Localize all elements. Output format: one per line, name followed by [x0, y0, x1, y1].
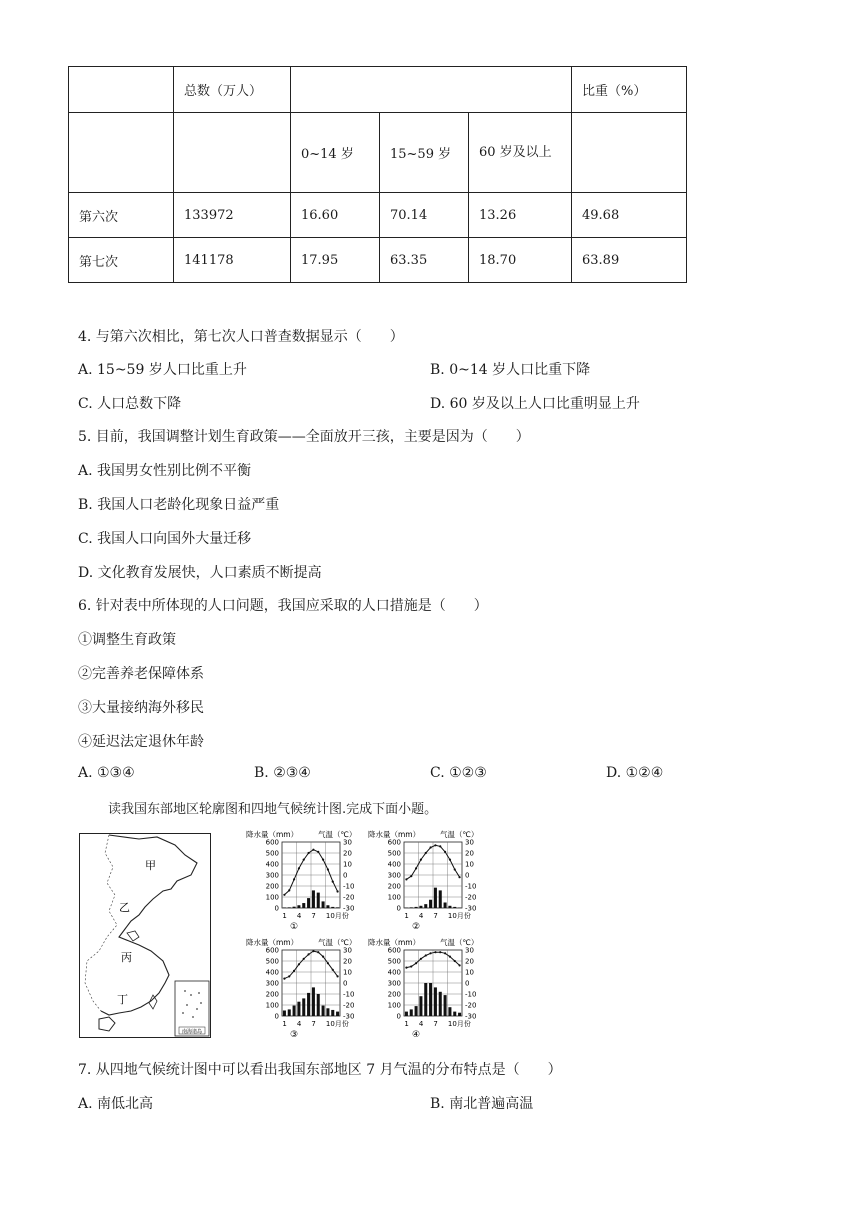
- precip-bar: [434, 888, 437, 908]
- temp-tick-label: 30: [465, 946, 474, 955]
- temp-point: [336, 975, 338, 977]
- temp-point: [405, 967, 407, 969]
- month-tick-label: 4: [418, 912, 424, 920]
- map-label-ding: 丁: [117, 993, 128, 1006]
- precip-bar: [439, 890, 442, 908]
- precip-tick-label: 0: [396, 1012, 401, 1021]
- temp-point: [410, 965, 412, 967]
- precip-tick-label: 0: [274, 1012, 279, 1021]
- census-table: [68, 66, 687, 283]
- precip-bar: [293, 907, 296, 908]
- temp-axis-label: 气温（℃）: [318, 830, 357, 839]
- precip-tick-label: 200: [265, 990, 279, 999]
- temp-point: [439, 845, 441, 847]
- temp-tick-label: 30: [465, 838, 474, 847]
- precip-bar: [297, 905, 300, 908]
- temp-point: [298, 963, 300, 965]
- temp-point: [283, 894, 285, 896]
- precip-bar: [444, 995, 447, 1016]
- precip-bar: [458, 1013, 461, 1016]
- temp-point: [288, 889, 290, 891]
- subheader-age-15-59: 15~59 岁: [380, 113, 469, 193]
- precip-bar: [336, 907, 339, 908]
- q5-option-a[interactable]: A. 我国男女性别比例不平衡: [78, 463, 252, 479]
- temp-point: [322, 859, 324, 861]
- header-age: [291, 67, 572, 113]
- precip-bar: [302, 998, 305, 1016]
- temp-point: [434, 844, 436, 846]
- month-tick-label: 7: [311, 912, 316, 920]
- row-age3: 18.70: [469, 238, 572, 283]
- temp-tick-label: -30: [465, 1012, 477, 1021]
- precip-tick-label: 600: [387, 838, 401, 847]
- q4-option-b[interactable]: B. 0~14 岁人口比重下降: [430, 362, 591, 378]
- temp-point: [415, 962, 417, 964]
- climate-chart-3: [246, 936, 368, 1040]
- precip-bar: [283, 907, 286, 908]
- precip-bar: [415, 1006, 418, 1016]
- row-age2: 63.35: [380, 238, 469, 283]
- precip-tick-label: 0: [274, 904, 279, 913]
- temp-point: [420, 859, 422, 861]
- temp-point: [429, 846, 431, 848]
- temp-tick-label: 10: [465, 968, 474, 977]
- temp-tick-label: -30: [343, 1012, 355, 1021]
- precip-tick-label: 500: [265, 957, 279, 966]
- q6-item-1: ①调整生育政策: [78, 632, 176, 648]
- precip-tick-label: 200: [387, 990, 401, 999]
- month-tick-label: 10月份: [325, 912, 349, 920]
- temp-axis-label: 气温（℃）: [440, 830, 479, 839]
- row-name: 第七次: [69, 238, 174, 283]
- row-ratio: 49.68: [572, 193, 687, 238]
- map-label-yi: 乙: [119, 901, 130, 914]
- precip-tick-label: 500: [265, 849, 279, 858]
- temp-tick-label: -10: [343, 990, 355, 999]
- precip-bar: [444, 903, 447, 909]
- month-tick-label: 7: [433, 1020, 438, 1028]
- temp-point: [322, 956, 324, 958]
- month-tick-label: 10月份: [325, 1020, 349, 1028]
- map-label-jia: 甲: [145, 859, 156, 872]
- temp-tick-label: 10: [343, 860, 352, 869]
- precip-tick-label: 400: [387, 968, 401, 977]
- temp-tick-label: -10: [465, 990, 477, 999]
- temp-point: [434, 951, 436, 953]
- precip-bar: [415, 907, 418, 908]
- row-name: 第六次: [69, 193, 174, 238]
- temp-point: [317, 851, 319, 853]
- precip-bar: [331, 1010, 334, 1016]
- temp-point: [454, 960, 456, 962]
- temp-tick-label: 0: [343, 871, 348, 880]
- q6-option-a[interactable]: A. ①③④: [78, 765, 135, 781]
- row-age1: 17.95: [291, 238, 380, 283]
- precip-bar: [331, 907, 334, 908]
- subheader-age-0-14: 0~14 岁: [291, 113, 380, 193]
- precip-bar: [410, 907, 413, 908]
- table-corner: [69, 67, 174, 113]
- table-row: [69, 238, 687, 283]
- q4-option-c[interactable]: C. 人口总数下降: [78, 396, 182, 412]
- precip-bar: [312, 987, 315, 1016]
- subheader-empty: [69, 113, 174, 193]
- precip-tick-label: 100: [387, 893, 401, 902]
- month-tick-label: 1: [282, 912, 287, 920]
- precip-bar: [307, 993, 310, 1016]
- row-ratio: 63.89: [572, 238, 687, 283]
- precip-tick-label: 300: [387, 979, 401, 988]
- precip-bar: [283, 1011, 286, 1017]
- temp-point: [327, 962, 329, 964]
- precip-bar: [297, 1002, 300, 1016]
- temp-point: [425, 954, 427, 956]
- precip-bar: [302, 903, 305, 908]
- precip-bar: [317, 994, 320, 1016]
- precip-tick-label: 400: [387, 860, 401, 869]
- inset-label: 南海诸岛: [181, 1029, 203, 1035]
- precip-tick-label: 100: [387, 1001, 401, 1010]
- precip-bar: [336, 1012, 339, 1016]
- month-tick-label: 4: [418, 1020, 424, 1028]
- precip-bar: [429, 983, 432, 1016]
- precip-bar: [434, 987, 437, 1016]
- map-label-bing: 丙: [121, 951, 132, 964]
- temp-point: [454, 868, 456, 870]
- precip-bar: [419, 996, 422, 1016]
- precip-tick-label: 400: [265, 860, 279, 869]
- precip-tick-label: 300: [387, 871, 401, 880]
- month-tick-label: 4: [296, 1020, 302, 1028]
- temp-point: [298, 867, 300, 869]
- temp-point: [410, 875, 412, 877]
- temp-tick-label: -20: [465, 893, 477, 902]
- q5-option-b[interactable]: B. 我国人口老龄化现象日益严重: [78, 497, 280, 513]
- temp-tick-label: 20: [343, 849, 352, 858]
- chart-id-label: ②: [412, 922, 421, 932]
- precip-bar: [307, 898, 310, 908]
- precip-bar: [322, 901, 325, 908]
- precip-tick-label: 500: [387, 849, 401, 858]
- precip-bar: [429, 900, 432, 908]
- precip-tick-label: 300: [265, 871, 279, 880]
- temp-point: [293, 878, 295, 880]
- precip-tick-label: 100: [265, 1001, 279, 1010]
- climate-chart-1: [246, 828, 368, 932]
- precip-bar: [317, 893, 320, 908]
- precip-tick-label: 400: [265, 968, 279, 977]
- temp-tick-label: 10: [343, 968, 352, 977]
- precip-bar: [424, 904, 427, 908]
- temp-point: [332, 881, 334, 883]
- q6-stem: 6. 针对表中所体现的人口问题，我国应采取的人口措施是（ ）: [78, 598, 488, 614]
- temp-point: [429, 952, 431, 954]
- temp-point: [303, 859, 305, 861]
- temp-point: [405, 878, 407, 880]
- precip-tick-label: 100: [265, 893, 279, 902]
- precip-tick-label: 600: [265, 838, 279, 847]
- q4-option-a[interactable]: A. 15~59 岁人口比重上升: [78, 362, 247, 378]
- row-total: 141178: [174, 238, 291, 283]
- month-tick-label: 10月份: [447, 912, 471, 920]
- precip-axis-label: 降水量（mm）: [246, 938, 299, 947]
- precip-axis-label: 降水量（mm）: [246, 830, 299, 839]
- month-tick-label: 4: [296, 912, 302, 920]
- temp-point: [312, 950, 314, 952]
- temp-tick-label: -20: [343, 1001, 355, 1010]
- precip-bar: [453, 907, 456, 908]
- temp-point: [283, 978, 285, 980]
- climate-chart-4: [368, 936, 490, 1040]
- month-tick-label: 1: [404, 912, 409, 920]
- q7-stem: 7. 从四地气候统计图中可以看出我国东部地区 7 月气温的分布特点是（ ）: [78, 1062, 562, 1078]
- temp-tick-label: 20: [465, 957, 474, 966]
- temp-tick-label: -10: [343, 882, 355, 891]
- east-china-map: [79, 833, 211, 1038]
- chart-id-label: ④: [412, 1030, 421, 1040]
- header-total: 总数（万人）: [174, 67, 291, 113]
- precip-bar: [410, 1009, 413, 1016]
- precip-bar: [405, 1012, 408, 1016]
- temp-point: [288, 975, 290, 977]
- precip-bar: [439, 992, 442, 1016]
- temp-axis-label: 气温（℃）: [440, 938, 479, 947]
- temp-tick-label: -30: [343, 904, 355, 913]
- q6-item-4: ④延迟法定退休年龄: [78, 734, 204, 750]
- precip-tick-label: 300: [265, 979, 279, 988]
- temp-point: [439, 951, 441, 953]
- q5-stem: 5. 目前，我国调整计划生育政策——全面放开三孩，主要是因为（ ）: [78, 429, 530, 445]
- precip-tick-label: 200: [265, 882, 279, 891]
- precip-bar: [424, 983, 427, 1016]
- chart-id-label: ③: [290, 1030, 299, 1040]
- q7-option-b[interactable]: B. 南北普遍高温: [430, 1096, 534, 1112]
- temp-point: [458, 964, 460, 966]
- precip-bar: [448, 1007, 451, 1016]
- temp-tick-label: 20: [343, 957, 352, 966]
- row-age3: 13.26: [469, 193, 572, 238]
- temp-tick-label: -30: [465, 904, 477, 913]
- q6-option-d[interactable]: D. ①②④: [606, 765, 664, 781]
- temp-point: [293, 970, 295, 972]
- precip-bar: [288, 1009, 291, 1016]
- precip-bar: [419, 906, 422, 908]
- temp-axis-label: 气温（℃）: [318, 938, 357, 947]
- precip-axis-label: 降水量（mm）: [368, 938, 421, 947]
- precip-axis-label: 降水量（mm）: [368, 830, 421, 839]
- subheader-age-60: 60 岁及以上: [469, 113, 572, 193]
- temp-tick-label: -20: [465, 1001, 477, 1010]
- month-tick-label: 1: [404, 1020, 409, 1028]
- precip-bar: [312, 890, 315, 908]
- q7-option-a[interactable]: A. 南低北高: [78, 1096, 154, 1112]
- temp-tick-label: 10: [465, 860, 474, 869]
- climate-chart-2: [368, 828, 490, 932]
- month-tick-label: 7: [433, 912, 438, 920]
- temp-point: [332, 969, 334, 971]
- temp-tick-label: -20: [343, 893, 355, 902]
- precip-tick-label: 600: [265, 946, 279, 955]
- q5-option-d[interactable]: D. 文化教育发展快，人口素质不断提高: [78, 565, 322, 581]
- temp-point: [303, 958, 305, 960]
- subheader-empty: [572, 113, 687, 193]
- precip-bar: [453, 1012, 456, 1016]
- temp-point: [336, 890, 338, 892]
- precip-tick-label: 500: [387, 957, 401, 966]
- temp-point: [307, 953, 309, 955]
- temp-point: [307, 852, 309, 854]
- month-tick-label: 10月份: [447, 1020, 471, 1028]
- row-age2: 70.14: [380, 193, 469, 238]
- precip-tick-label: 600: [387, 946, 401, 955]
- temp-tick-label: 30: [343, 838, 352, 847]
- q6-item-2: ②完善养老保障体系: [78, 666, 204, 682]
- temp-point: [420, 958, 422, 960]
- temp-point: [449, 859, 451, 861]
- temp-point: [317, 951, 319, 953]
- intro-text: 读我国东部地区轮廓图和四地气候统计图.完成下面小题。: [108, 802, 438, 817]
- row-age1: 16.60: [291, 193, 380, 238]
- temp-tick-label: 20: [465, 849, 474, 858]
- q6-option-c[interactable]: C. ①②③: [430, 765, 487, 781]
- q6-option-b[interactable]: B. ②③④: [254, 765, 311, 781]
- q4-option-d[interactable]: D. 60 岁及以上人口比重明显上升: [430, 396, 640, 412]
- precip-tick-label: 0: [396, 904, 401, 913]
- precip-bar: [293, 1006, 296, 1016]
- temp-point: [458, 876, 460, 878]
- temp-tick-label: 30: [343, 946, 352, 955]
- temp-point: [449, 956, 451, 958]
- table-row: [69, 193, 687, 238]
- chart-id-label: ①: [290, 922, 299, 932]
- temp-point: [415, 867, 417, 869]
- precip-bar: [322, 1006, 325, 1016]
- subheader-empty: [174, 113, 291, 193]
- temp-point: [425, 852, 427, 854]
- temp-point: [444, 952, 446, 954]
- temp-point: [312, 849, 314, 851]
- row-total: 133972: [174, 193, 291, 238]
- temp-point: [444, 851, 446, 853]
- precip-bar: [448, 906, 451, 908]
- temp-tick-label: -10: [465, 882, 477, 891]
- precip-bar: [326, 905, 329, 908]
- temp-point: [327, 868, 329, 870]
- q5-option-c[interactable]: C. 我国人口向国外大量迁移: [78, 531, 252, 547]
- precip-tick-label: 200: [387, 882, 401, 891]
- temp-tick-label: 0: [465, 871, 470, 880]
- precip-bar: [326, 1008, 329, 1016]
- header-ratio: 比重（%）: [572, 67, 687, 113]
- month-tick-label: 7: [311, 1020, 316, 1028]
- temp-tick-label: 0: [343, 979, 348, 988]
- month-tick-label: 1: [282, 1020, 287, 1028]
- precip-bar: [288, 907, 291, 908]
- q6-item-3: ③大量接纳海外移民: [78, 700, 204, 716]
- q4-stem: 4. 与第六次相比，第七次人口普查数据显示（ ）: [78, 329, 404, 345]
- temp-tick-label: 0: [465, 979, 470, 988]
